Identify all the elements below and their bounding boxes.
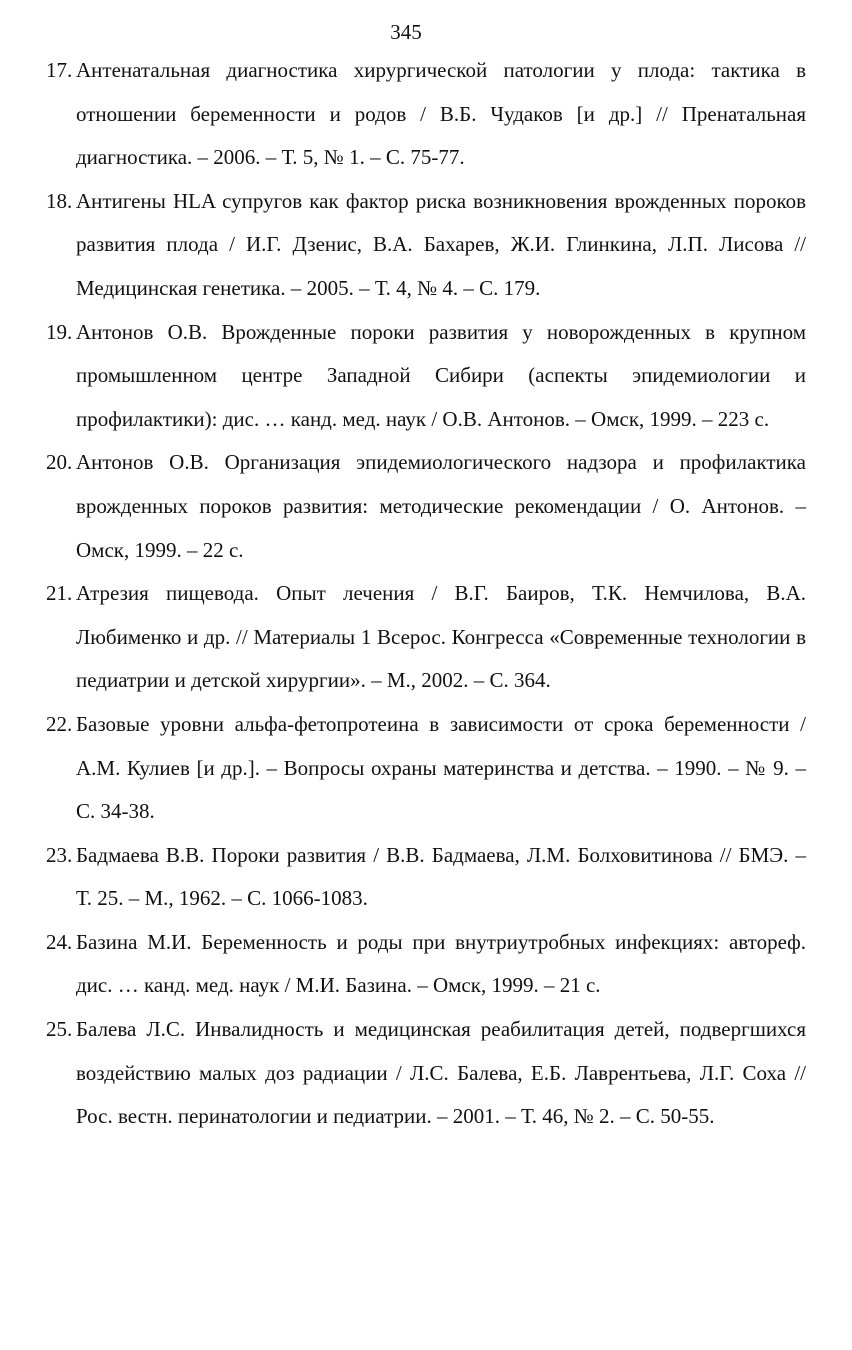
- reference-number: 17.: [46, 58, 73, 82]
- reference-text: Антонов О.В. Врожденные пороки развития у новорожденных в крупном промышленном центре Западной Сибири (аспекты эпидемиологии и профилактики): дис. … канд. мед. наук / О.В. Антонов. – Омск, 1999. – 223 с.: [76, 319, 806, 431]
- reference-list: [46, 49, 806, 1139]
- reference-text: Антенатальная диагностика хирургической патологии у плода: тактика в отношении беременности и родов / В.Б. Чудаков [и др.] // Пренатальная диагностика. – 2006. – Т. 5, № 1. – С. 75-77.: [76, 58, 806, 170]
- reference-text: Базина М.И. Беременность и роды при внутриутробных инфекциях: автореф. дис. … канд. мед. наук / М.И. Базина. – Омск, 1999. – 21 с.: [76, 929, 806, 998]
- reference-number: 21.: [46, 581, 73, 606]
- reference-number: 18.: [46, 188, 73, 213]
- reference-item: [46, 311, 806, 442]
- reference-text: Бадмаева В.В. Пороки развития / В.В. Бадмаева, Л.М. Болховитинова // БМЭ. – Т. 25. – М., 1962. – С. 1066-1083.: [76, 842, 806, 911]
- reference-item: [46, 703, 806, 834]
- reference-text: Атрезия пищевода. Опыт лечения / В.Г. Баиров, Т.К. Немчилова, В.А. Любименко и др. // Материалы 1 Всерос. Конгресса «Современные технологии в педиатрии и детской хирургии». – М., 2002. – С. 364.: [76, 581, 806, 693]
- reference-item: [46, 441, 806, 572]
- reference-item: [46, 834, 806, 921]
- reference-number: 24.: [46, 929, 73, 954]
- reference-number: 25.: [46, 1017, 73, 1042]
- reference-text: Антигены HLA супругов как фактор риска возникновения врожденных пороков развития плода / И.Г. Дзенис, В.А. Бахарев, Ж.И. Глинкина, Л.П. Лисова // Медицинская генетика. – 2005. – Т. 4, № 4. – С. 179.: [76, 188, 806, 300]
- reference-item: [46, 921, 806, 1008]
- reference-text: Базовые уровни альфа-фетопротеина в зависимости от срока беременности / А.М. Кулиев [и др.]. – Вопросы охраны материнства и детства. – 1990. – № 9. – С. 34-38.: [76, 711, 806, 824]
- reference-item: [46, 572, 806, 703]
- reference-text: Антонов О.В. Организация эпидемиологического надзора и профилактика врожденных пороков развития: методические рекомендации / О. Антонов. – Омск, 1999. – 22 с.: [76, 450, 806, 562]
- reference-item: [46, 49, 806, 180]
- reference-item: [46, 1008, 806, 1139]
- reference-number: 20.: [46, 450, 73, 475]
- reference-item: [46, 180, 806, 311]
- reference-number: 23.: [46, 842, 73, 867]
- page-number: 345: [390, 20, 422, 44]
- reference-number: 22.: [46, 711, 73, 736]
- reference-number: 19.: [46, 319, 73, 344]
- reference-text: Балева Л.С. Инвалидность и медицинская реабилитация детей, подвергшихся воздействию малых доз радиации / Л.С. Балева, Е.Б. Лаврентьева, Л.Г. Соха // Рос. вестн. перинатологии и педиатрии. – 2001. – Т. 46, № 2. – С. 50-55.: [76, 1017, 806, 1129]
